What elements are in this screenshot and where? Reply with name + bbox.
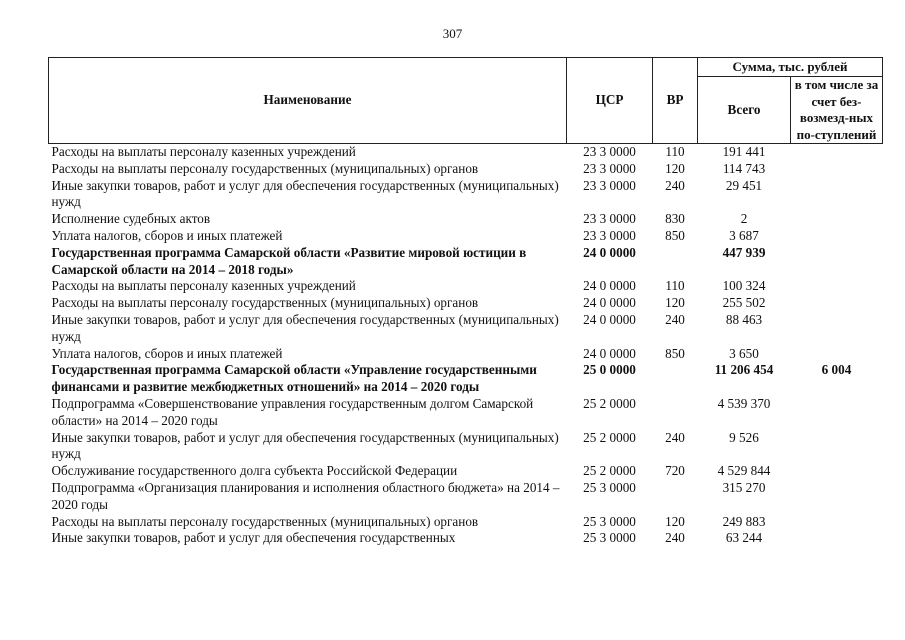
row-csr: 25 2 0000	[583, 463, 636, 479]
row-vr	[653, 245, 698, 279]
row-including	[791, 245, 883, 279]
row-csr: 23 3 0000	[583, 211, 636, 227]
header-total: Всего	[698, 77, 791, 144]
row-name: Подпрограмма «Совершенствование управления государственным долгом Самарской области» на 2014 – 2020 годы	[51, 395, 534, 428]
header-name: Наименование	[49, 58, 567, 144]
header-sum: Сумма, тыс. рублей	[698, 58, 883, 77]
row-name: Иные закупки товаров, работ и услуг для обеспечения государственных (муниципальных) нужд	[51, 177, 559, 210]
row-vr: 830	[665, 211, 685, 227]
row-including	[791, 278, 883, 295]
row-total: 315 270	[722, 479, 766, 495]
table-header	[49, 58, 883, 144]
row-total: 11 206 454	[714, 362, 774, 378]
row-csr: 23 3 0000	[583, 177, 636, 193]
row-vr: 240	[665, 177, 685, 193]
page-number: 307	[442, 26, 463, 41]
row-total: 4 529 844	[717, 463, 771, 479]
row-including: 6 004	[821, 362, 852, 378]
row-total: 4 539 370	[717, 395, 771, 411]
table-row	[49, 144, 883, 161]
row-including	[791, 530, 883, 547]
row-name: Расходы на выплаты персоналу государственных (муниципальных) органов	[51, 295, 479, 311]
row-vr: 850	[665, 345, 685, 361]
row-name: Государственная программа Самарской области «Управление государственными финансами и развитие межбюджетных отношений» на 2014 – 2020 годы	[51, 362, 537, 395]
row-csr: 24 0 0000	[583, 278, 636, 294]
table-row	[49, 430, 883, 464]
table-row	[49, 514, 883, 531]
row-csr: 25 2 0000	[583, 429, 636, 445]
row-total: 2	[740, 211, 748, 227]
row-including	[791, 396, 883, 430]
table-row	[49, 346, 883, 363]
row-including	[791, 144, 883, 161]
row-name: Иные закупки товаров, работ и услуг для обеспечения государственных (муниципальных) нужд	[51, 429, 559, 462]
table-row	[49, 530, 883, 547]
row-vr	[653, 480, 698, 514]
row-csr: 25 3 0000	[583, 513, 636, 529]
row-csr: 24 0 0000	[583, 345, 636, 361]
table-row	[49, 295, 883, 312]
row-csr: 23 3 0000	[583, 160, 636, 176]
row-name: Расходы на выплаты персоналу казенных учреждений	[51, 144, 356, 159]
row-total: 3 650	[729, 345, 759, 361]
row-total: 249 883	[722, 513, 766, 529]
row-including	[791, 480, 883, 514]
row-name: Исполнение судебных актов	[51, 211, 211, 227]
table-row	[49, 245, 883, 279]
header-including: в том числе за счет без-возмезд-ных по-ступлений	[791, 77, 883, 144]
row-name: Подпрограмма «Организация планирования и исполнения областного бюджета» на 2014 – 2020 годы	[51, 479, 560, 512]
budget-table	[48, 57, 883, 547]
row-csr: 24 0 0000	[583, 295, 636, 311]
row-csr: 24 0 0000	[583, 311, 636, 327]
row-name: Уплата налогов, сборов и иных платежей	[51, 227, 283, 243]
table-body	[49, 144, 883, 548]
row-including	[791, 228, 883, 245]
row-vr: 120	[665, 295, 685, 311]
row-vr: 720	[665, 463, 685, 479]
row-vr: 110	[665, 278, 685, 294]
table-row	[49, 211, 883, 228]
row-including	[791, 161, 883, 178]
row-total: 100 324	[722, 278, 766, 294]
table-row	[49, 463, 883, 480]
table-row	[49, 228, 883, 245]
row-including	[791, 514, 883, 531]
row-vr: 110	[665, 144, 685, 159]
row-total: 255 502	[722, 295, 766, 311]
header-vr: ВР	[653, 58, 698, 144]
row-vr: 120	[665, 513, 685, 529]
row-vr: 240	[665, 530, 685, 546]
table-row	[49, 362, 883, 396]
row-including	[791, 430, 883, 464]
table-row	[49, 178, 883, 212]
row-including	[791, 312, 883, 346]
row-name: Расходы на выплаты персоналу казенных учреждений	[51, 278, 356, 294]
table-row	[49, 161, 883, 178]
row-vr: 240	[665, 311, 685, 327]
row-vr: 120	[665, 160, 685, 176]
row-total: 88 463	[725, 311, 763, 327]
row-vr: 850	[665, 227, 685, 243]
row-vr: 240	[665, 429, 685, 445]
row-including	[791, 211, 883, 228]
row-csr: 25 3 0000	[583, 530, 636, 546]
table-row	[49, 480, 883, 514]
row-total: 29 451	[725, 177, 763, 193]
row-csr: 25 3 0000	[583, 479, 636, 495]
header-csr: ЦСР	[567, 58, 653, 144]
table-row	[49, 396, 883, 430]
row-total: 63 244	[725, 530, 763, 546]
row-name: Иные закупки товаров, работ и услуг для обеспечения государственных (муниципальных) нужд	[51, 311, 559, 344]
row-name: Расходы на выплаты персоналу государственных (муниципальных) органов	[51, 160, 479, 176]
row-csr: 23 3 0000	[583, 144, 636, 159]
table-row	[49, 312, 883, 346]
row-csr: 24 0 0000	[583, 244, 636, 260]
row-name: Иные закупки товаров, работ и услуг для обеспечения государственных	[51, 530, 456, 546]
row-total: 114 743	[722, 160, 766, 176]
row-including	[791, 346, 883, 363]
row-total: 9 526	[729, 429, 759, 445]
row-including	[791, 178, 883, 212]
row-total: 3 687	[729, 227, 759, 243]
row-vr	[653, 396, 698, 430]
row-vr	[653, 362, 698, 396]
row-total: 191 441	[722, 144, 766, 159]
row-csr: 25 2 0000	[583, 395, 636, 411]
row-including	[791, 463, 883, 480]
row-csr: 25 0 0000	[583, 362, 636, 378]
table-row	[49, 278, 883, 295]
row-name: Обслуживание государственного долга субъекта Российской Федерации	[51, 463, 458, 479]
row-name: Уплата налогов, сборов и иных платежей	[51, 345, 283, 361]
row-including	[791, 295, 883, 312]
row-total: 447 939	[722, 244, 766, 260]
row-csr: 23 3 0000	[583, 227, 636, 243]
row-name: Государственная программа Самарской области «Развитие мировой юстиции в Самарской области на 2014 – 2018 годы»	[51, 244, 527, 277]
row-name: Расходы на выплаты персоналу государственных (муниципальных) органов	[51, 513, 479, 529]
